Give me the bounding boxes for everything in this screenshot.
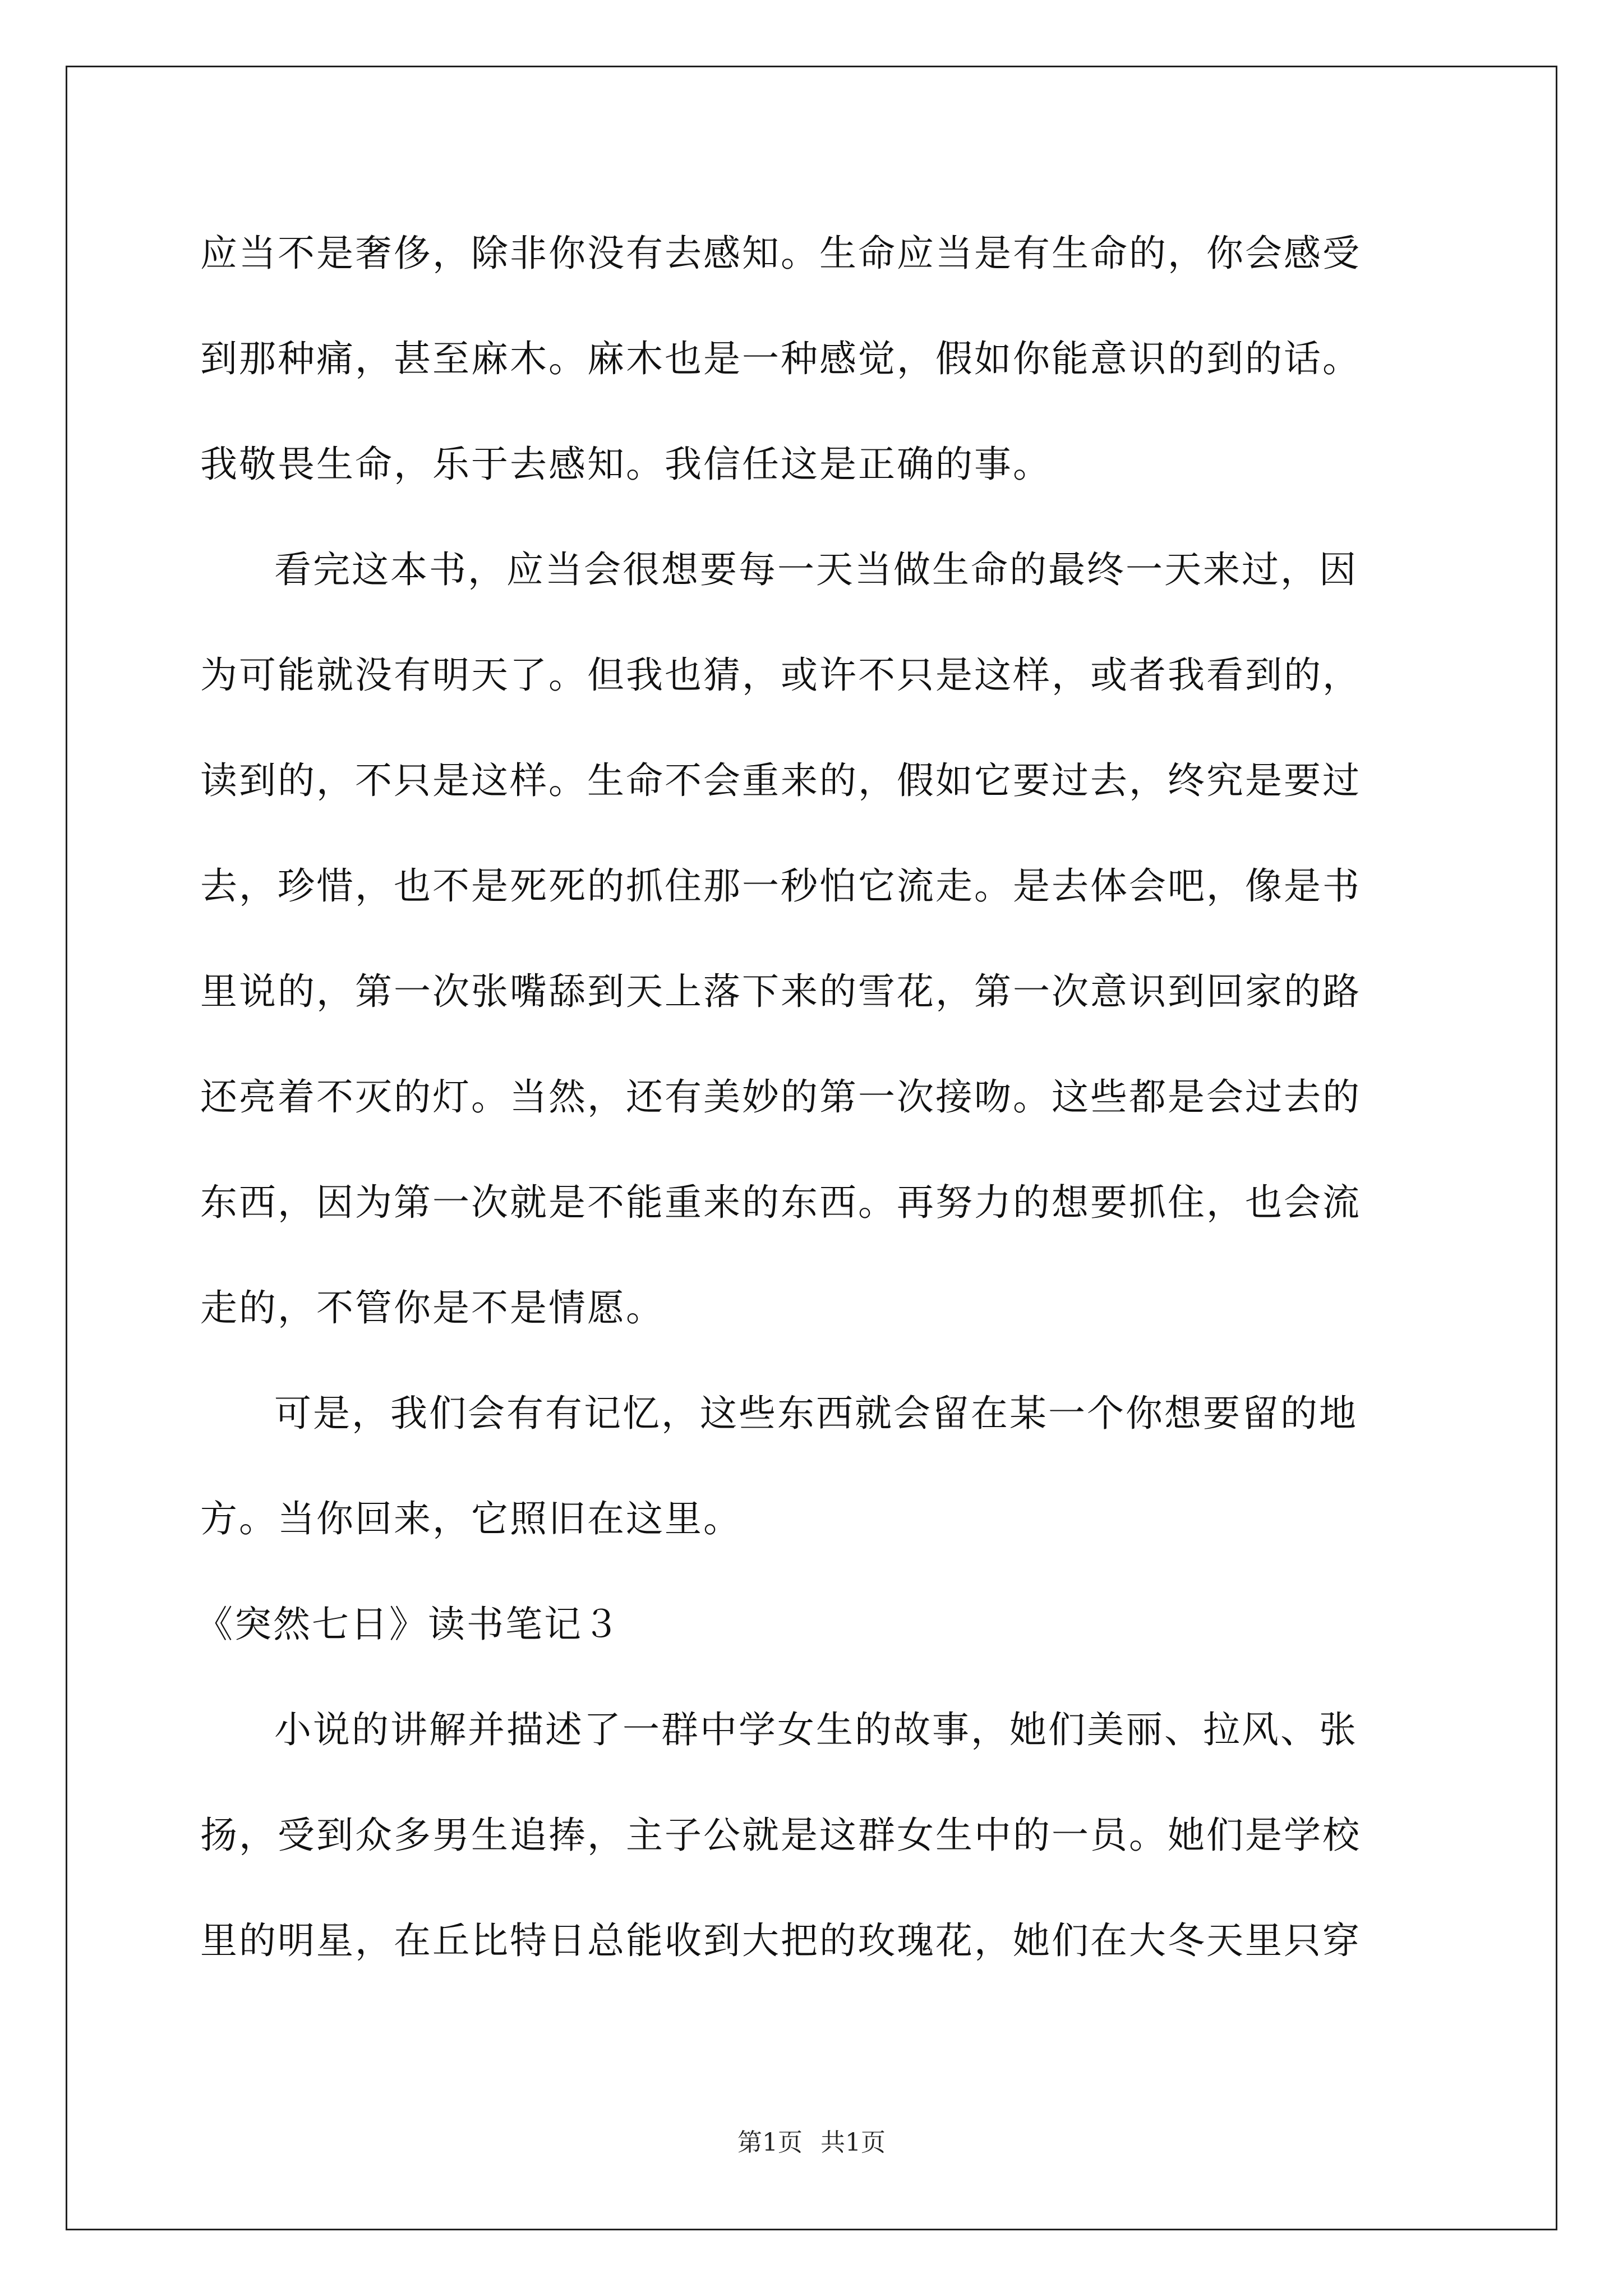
- page-total: 共1页: [820, 2128, 886, 2157]
- text-line: 还亮着不灭的灯。当然，还有美妙的第一次接吻。这些都是会过去的: [200, 1075, 1361, 1119]
- text-line: 里的明星，在丘比特日总能收到大把的玫瑰花，她们在大冬天里只穿: [200, 1919, 1361, 1962]
- section-heading: 《突然七日》读书笔记３: [196, 1603, 621, 1646]
- text-line: 去，珍惜，也不是死死的抓住那一秒怕它流走。是去体会吧，像是书: [200, 864, 1361, 908]
- paragraph-start-line: 看完这本书，应当会很想要每一天当做生命的最终一天来过，因: [274, 548, 1358, 591]
- text-line: 方。当你回来，它照旧在这里。: [200, 1497, 742, 1540]
- page-number: 第1页: [737, 2128, 803, 2157]
- text-line: 为可能就没有明天了。但我也猜，或许不只是这样，或者我看到的，: [200, 654, 1361, 697]
- text-line: 走的，不管你是不是情愿。: [200, 1286, 665, 1329]
- page-footer: [0, 2126, 1623, 2160]
- paragraph-start-line: 小说的讲解并描述了一群中学女生的故事，她们美丽、拉风、张: [274, 1708, 1358, 1751]
- text-line: 应当不是奢侈，除非你没有去感知。生命应当是有生命的，你会感受: [200, 232, 1361, 275]
- text-line: 里说的，第一次张嘴舔到天上落下来的雪花，第一次意识到回家的路: [200, 970, 1361, 1013]
- page-border: [66, 66, 1557, 2230]
- text-line: 扬，受到众多男生追捧，主子公就是这群女生中的一员。她们是学校: [200, 1814, 1361, 1857]
- text-line: 读到的，不只是这样。生命不会重来的，假如它要过去，终究是要过: [200, 759, 1361, 802]
- text-line: 东西，因为第一次就是不能重来的东西。再努力的想要抓住，也会流: [200, 1181, 1361, 1224]
- text-line: 到那种痛，甚至麻木。麻木也是一种感觉，假如你能意识的到的话。: [200, 337, 1361, 380]
- text-line: 我敬畏生命，乐于去感知。我信任这是正确的事。: [200, 443, 1052, 486]
- paragraph-start-line: 可是，我们会有有记忆，这些东西就会留在某一个你想要留的地: [274, 1392, 1358, 1435]
